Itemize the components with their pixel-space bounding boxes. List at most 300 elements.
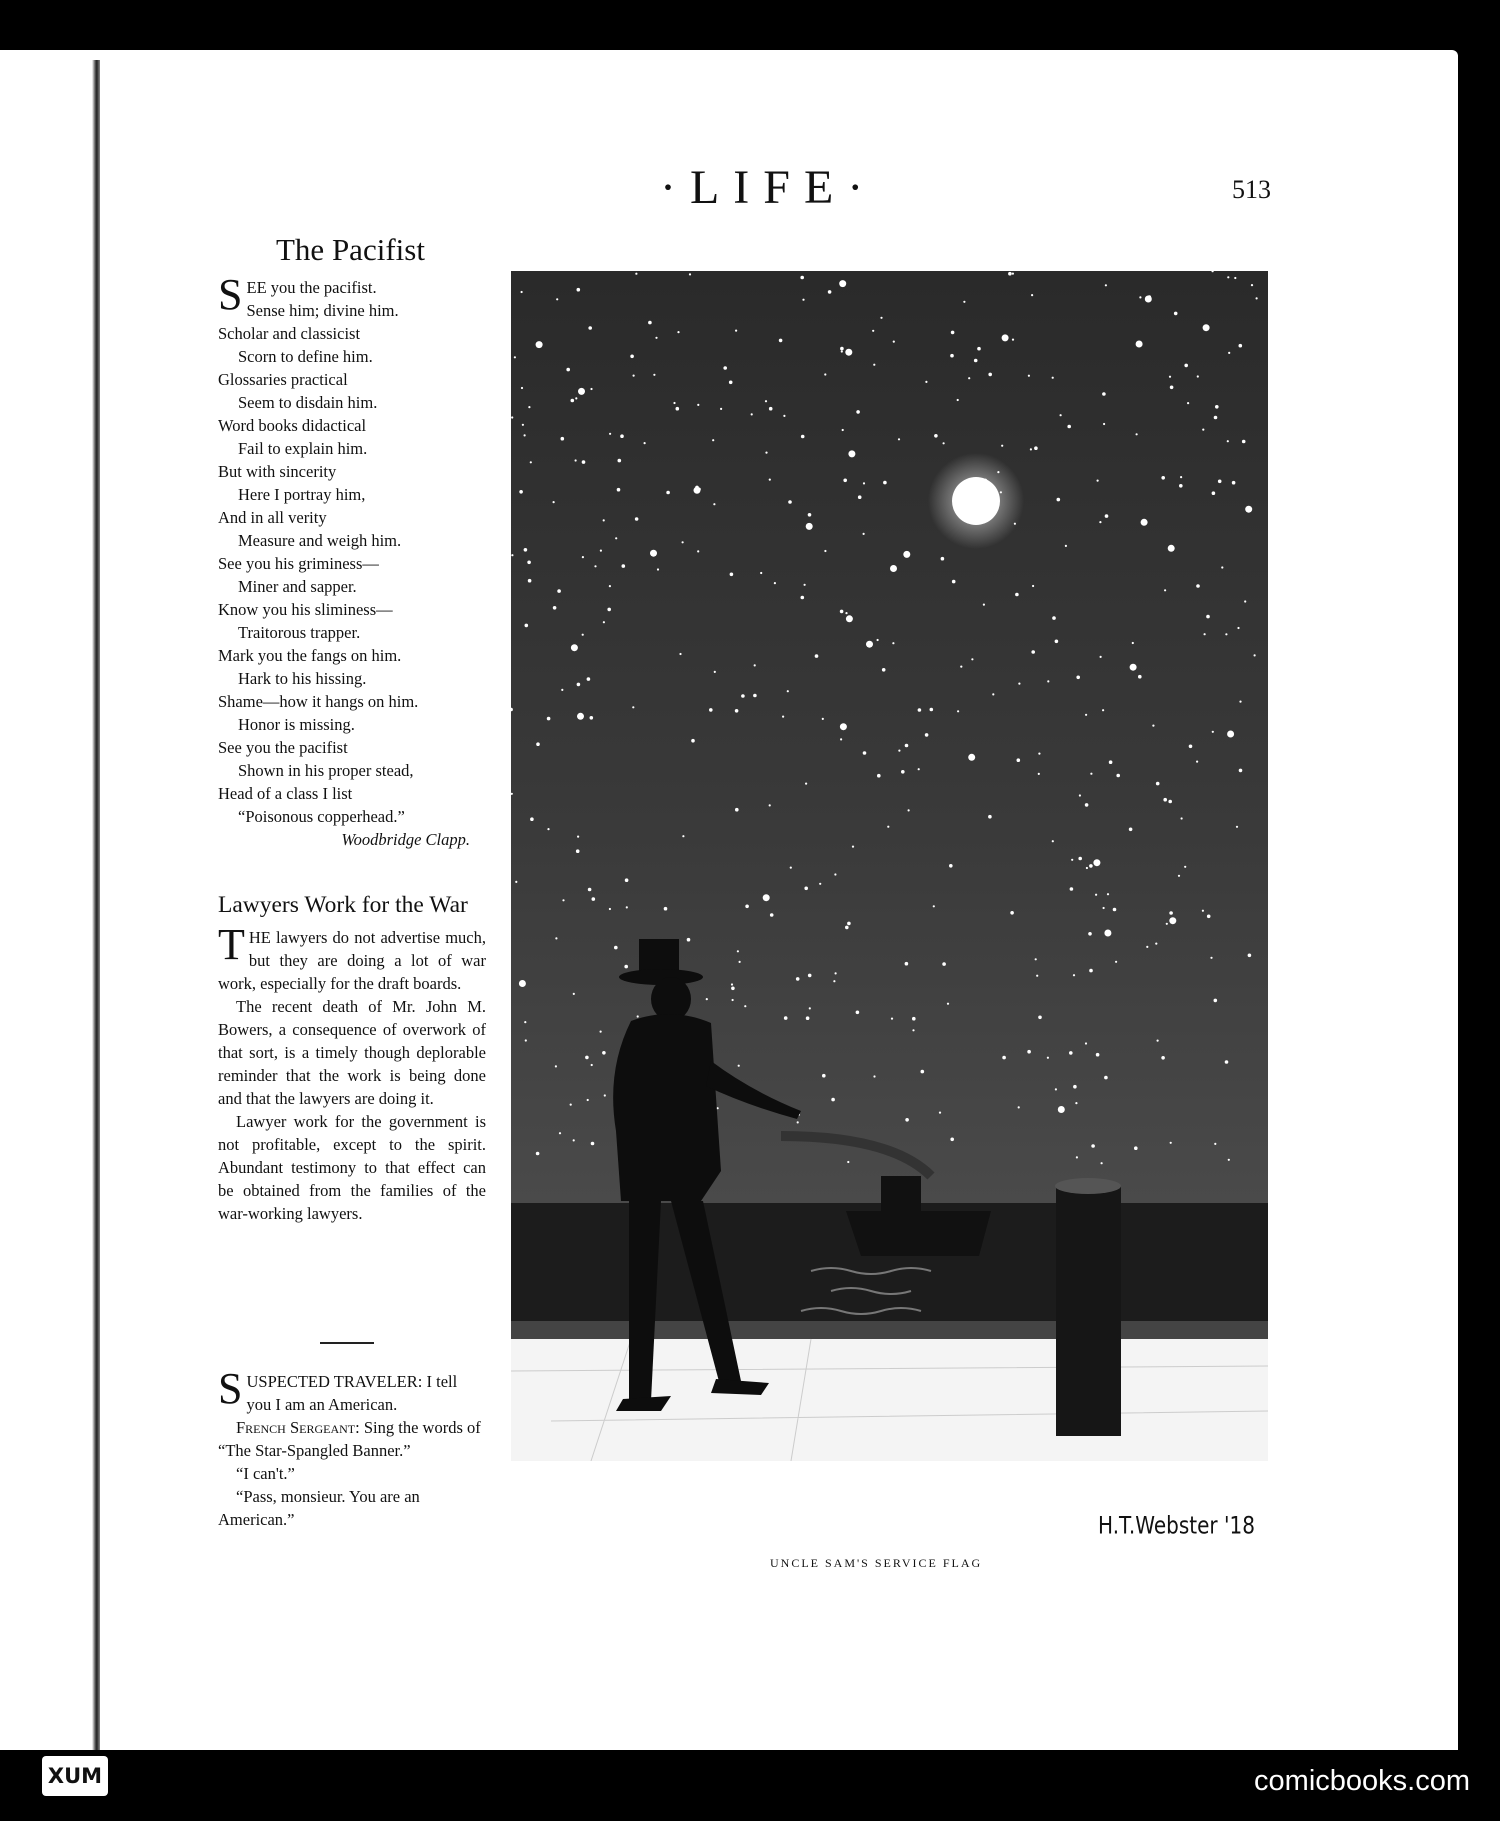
star: [1060, 414, 1062, 416]
star: [603, 519, 605, 521]
star: [1189, 745, 1193, 749]
star: [1239, 701, 1241, 703]
star: [774, 582, 776, 584]
star: [655, 337, 657, 339]
star: [1136, 341, 1143, 348]
star: [790, 867, 792, 869]
star: [833, 980, 835, 982]
star: [1073, 1085, 1077, 1089]
star: [840, 610, 844, 614]
star: [620, 434, 624, 438]
star: [706, 998, 708, 1000]
star: [1156, 782, 1160, 786]
star: [1012, 273, 1014, 275]
star: [845, 926, 849, 930]
moon: [952, 477, 1000, 525]
star: [525, 624, 529, 628]
star: [1076, 1156, 1078, 1158]
star: [1090, 773, 1092, 775]
poem-line: Shame—how it hangs on him.: [218, 692, 419, 711]
star: [1225, 1060, 1229, 1064]
star: [735, 709, 739, 713]
joke-line-2: French Sergeant: Sing the words of “The Star-Spangled Banner.”: [218, 1418, 481, 1460]
star: [609, 433, 611, 435]
article-paragraph-1: THE lawyers do not advertise much, but they are doing a lot of war work, especially for the draft boards.: [218, 920, 486, 993]
star: [934, 434, 938, 438]
star: [607, 608, 611, 612]
star: [1141, 519, 1148, 526]
poem-line: Shown in his proper stead,: [238, 761, 414, 780]
star: [1052, 840, 1054, 842]
star: [609, 585, 611, 587]
star: [666, 491, 670, 495]
star: [1095, 894, 1097, 896]
star: [1078, 857, 1082, 861]
poem-lines: [218, 299, 486, 828]
star: [802, 299, 804, 301]
star: [971, 658, 973, 660]
star: [515, 881, 517, 883]
star: [765, 400, 767, 402]
star: [880, 317, 882, 319]
star: [1116, 774, 1120, 778]
star: [769, 407, 773, 411]
star: [1115, 961, 1117, 963]
star: [1102, 392, 1106, 396]
star: [901, 770, 905, 774]
star: [555, 1065, 557, 1067]
poem-line: Honor is missing.: [238, 715, 355, 734]
star: [575, 397, 577, 399]
star: [845, 349, 852, 356]
star: [682, 541, 684, 543]
star: [615, 537, 617, 539]
star: [1018, 683, 1020, 685]
star: [1214, 999, 1218, 1003]
star: [577, 288, 581, 292]
star: [1085, 714, 1087, 716]
star: [1047, 680, 1049, 682]
star: [1196, 584, 1200, 588]
star: [635, 273, 637, 275]
star: [1047, 1057, 1049, 1059]
star: [624, 965, 628, 969]
star: [918, 708, 922, 712]
star: [1202, 910, 1204, 912]
star: [1107, 893, 1109, 895]
star: [905, 1118, 909, 1122]
star: [578, 388, 585, 395]
star: [822, 718, 824, 720]
star: [769, 479, 771, 481]
star: [594, 565, 596, 567]
star: [1067, 425, 1071, 429]
star: [677, 331, 679, 333]
star: [590, 388, 592, 390]
star: [1251, 284, 1253, 286]
mooring-post: [1056, 1186, 1121, 1436]
star: [1234, 277, 1236, 279]
star: [1215, 405, 1219, 409]
star: [1097, 480, 1099, 482]
star: [1073, 974, 1075, 976]
star: [573, 1139, 575, 1141]
star: [843, 479, 847, 483]
star: [650, 550, 657, 557]
star: [582, 634, 584, 636]
star: [614, 946, 618, 950]
star: [522, 424, 524, 426]
star: [637, 1015, 639, 1017]
star: [1254, 654, 1256, 656]
poem-line: See you his griminess—: [218, 554, 379, 573]
star: [751, 413, 753, 415]
article-title: Lawyers Work for the War: [218, 892, 468, 918]
star: [1034, 446, 1038, 450]
star: [657, 568, 659, 570]
star: [582, 556, 584, 558]
star: [960, 666, 962, 668]
star: [957, 710, 959, 712]
star: [848, 450, 855, 457]
star: [556, 298, 558, 300]
poem-line: Here I portray him,: [238, 485, 366, 504]
star: [737, 950, 739, 952]
star: [625, 878, 629, 882]
star: [1028, 375, 1030, 377]
star: [1065, 545, 1067, 547]
star: [963, 301, 965, 303]
artist-signature: H.T.Webster '18: [1098, 1510, 1255, 1540]
binding-gutter: [92, 60, 100, 1750]
star: [576, 849, 580, 853]
star: [723, 366, 727, 370]
star: [939, 1112, 941, 1114]
star: [1227, 440, 1229, 442]
star: [968, 754, 975, 761]
star: [1170, 386, 1174, 390]
poem-line: But with sincerity: [218, 462, 337, 481]
star: [1030, 448, 1032, 450]
star: [1085, 1042, 1087, 1044]
star: [521, 387, 523, 389]
star: [603, 621, 605, 623]
star: [577, 683, 581, 687]
star: [1169, 917, 1176, 924]
star: [585, 1056, 589, 1060]
star: [1103, 907, 1105, 909]
magazine-title: ·LIFE·: [660, 161, 878, 214]
poem-line: Glossaries practical: [218, 370, 348, 389]
star: [709, 708, 713, 712]
star: [1212, 731, 1214, 733]
star: [1178, 875, 1180, 877]
star: [592, 897, 596, 901]
scan-tag: XUM: [42, 1756, 108, 1796]
star: [898, 750, 900, 752]
star: [769, 804, 771, 806]
poem-line: Scholar and classicist: [218, 324, 361, 343]
star: [801, 435, 805, 439]
star: [604, 1094, 606, 1096]
star: [697, 404, 699, 406]
star: [912, 1029, 914, 1031]
star: [618, 459, 622, 463]
star: [805, 783, 807, 785]
star: [1096, 1053, 1100, 1057]
star: [679, 653, 681, 655]
star: [1228, 352, 1230, 354]
star: [1169, 376, 1171, 378]
joke-line-4: “Pass, monsieur. You are an American.”: [218, 1487, 420, 1529]
star: [735, 330, 737, 332]
article-paragraph-2: The recent death of Mr. John M. Bowers, a consequence of overwork of that sort, is a timely though deplorable reminder that the work is being done and that the lawyers are doing it.: [218, 997, 486, 1108]
star: [1210, 957, 1212, 959]
star: [1091, 1144, 1095, 1148]
star: [863, 751, 867, 755]
star: [577, 836, 579, 838]
star: [609, 908, 611, 910]
star: [819, 883, 821, 885]
star: [524, 434, 526, 436]
star: [957, 399, 959, 401]
star: [1152, 725, 1154, 727]
star: [1134, 1146, 1138, 1150]
star: [511, 416, 513, 418]
star: [1031, 650, 1035, 654]
star: [1218, 480, 1222, 484]
star: [1170, 1142, 1172, 1144]
star: [788, 500, 792, 504]
star: [949, 864, 953, 868]
star: [1036, 975, 1038, 977]
poem-line: Sense him; divine him.: [246, 301, 399, 320]
star: [1157, 1040, 1159, 1042]
star: [1197, 375, 1199, 377]
star: [840, 347, 844, 351]
star: [1104, 930, 1111, 937]
star: [1232, 481, 1236, 485]
star: [744, 1005, 746, 1007]
star: [1196, 761, 1198, 763]
star: [1055, 1088, 1057, 1090]
star: [524, 1021, 526, 1023]
star: [1180, 476, 1182, 478]
star: [828, 290, 832, 294]
star: [1035, 958, 1037, 960]
star: [697, 488, 701, 492]
star: [1093, 859, 1100, 866]
star: [801, 596, 805, 600]
star: [571, 399, 575, 403]
star: [1204, 633, 1206, 635]
star: [882, 668, 886, 672]
star: [587, 677, 591, 681]
star: [527, 561, 531, 565]
star: [1002, 334, 1009, 341]
poem-body: [218, 270, 486, 851]
star: [1168, 800, 1172, 804]
star: [950, 1138, 954, 1142]
star: [731, 983, 733, 985]
star: [1002, 1056, 1006, 1060]
star: [918, 768, 920, 770]
star: [930, 708, 934, 712]
star: [644, 442, 646, 444]
star: [1015, 593, 1019, 597]
star: [905, 744, 909, 748]
star: [575, 459, 577, 461]
star: [720, 408, 722, 410]
star: [890, 565, 897, 572]
star: [1239, 344, 1243, 348]
poem-author: Woodbridge Clapp.: [341, 830, 470, 849]
star: [745, 905, 749, 909]
star: [925, 733, 929, 737]
star: [536, 341, 543, 348]
star: [590, 716, 594, 720]
star: [588, 888, 592, 892]
star: [992, 693, 994, 695]
star: [561, 437, 565, 441]
poem-line: Measure and weigh him.: [238, 531, 402, 550]
star: [806, 523, 813, 530]
star: [893, 341, 895, 343]
star: [530, 817, 534, 821]
star: [521, 291, 523, 293]
star: [921, 1070, 925, 1074]
star: [1227, 731, 1234, 738]
star: [602, 1051, 606, 1055]
page-number: 513: [1232, 175, 1271, 204]
star: [570, 1104, 572, 1106]
star: [1109, 760, 1113, 764]
star: [653, 374, 655, 376]
star: [765, 452, 767, 454]
star: [1085, 803, 1089, 807]
star: [815, 654, 819, 658]
star: [842, 429, 844, 431]
star: [856, 410, 860, 414]
star: [566, 368, 570, 372]
star: [741, 694, 745, 698]
star: [863, 533, 865, 535]
star: [925, 381, 927, 383]
star: [1206, 615, 1210, 619]
star: [822, 1074, 826, 1078]
poem-dropcap: S: [218, 270, 243, 319]
star: [648, 321, 652, 325]
star: [525, 1039, 527, 1041]
star: [676, 407, 680, 411]
star: [571, 644, 578, 651]
star: [591, 1064, 593, 1066]
star: [582, 460, 586, 464]
star: [573, 993, 575, 995]
star: [1228, 1159, 1230, 1161]
star: [1161, 476, 1165, 480]
star: [950, 354, 954, 358]
star: [1214, 416, 1218, 420]
star: [1245, 506, 1252, 513]
star: [577, 713, 584, 720]
star: [877, 639, 879, 641]
star: [891, 1018, 893, 1020]
star: [687, 938, 691, 942]
star: [1145, 296, 1152, 303]
poem-line: Fail to explain him.: [238, 439, 368, 458]
star: [519, 980, 526, 987]
star: [824, 550, 826, 552]
star: [872, 330, 874, 332]
star: [1163, 798, 1167, 802]
star: [730, 573, 734, 577]
article-body: [218, 920, 486, 1225]
star: [753, 694, 757, 698]
star: [1104, 1076, 1108, 1080]
star: [760, 572, 762, 574]
star: [841, 350, 843, 352]
star: [1070, 887, 1074, 891]
star: [547, 717, 551, 721]
star: [555, 937, 557, 939]
star: [943, 442, 945, 444]
article-dropcap: T: [218, 920, 245, 969]
star: [947, 1003, 949, 1005]
star: [633, 375, 635, 377]
pier-railing: [511, 1321, 1268, 1339]
star: [511, 554, 513, 556]
poem-line: Know you his sliminess—: [218, 600, 393, 619]
star: [866, 641, 873, 648]
star: [779, 339, 783, 343]
star: [1038, 1016, 1042, 1020]
star: [873, 364, 875, 366]
star: [763, 894, 770, 901]
star: [536, 1152, 540, 1156]
star: [1161, 1056, 1165, 1060]
star: [887, 826, 889, 828]
star: [898, 438, 900, 440]
star: [784, 1016, 788, 1020]
star: [1164, 589, 1166, 591]
star: [1102, 709, 1104, 711]
star: [1187, 402, 1189, 404]
star: [839, 280, 846, 287]
poem-line: Traitorous trapper.: [238, 623, 361, 642]
star: [1203, 324, 1210, 331]
star: [1076, 676, 1080, 680]
star: [1032, 585, 1034, 587]
section-divider: [320, 1342, 374, 1344]
star: [729, 381, 733, 385]
star: [1236, 826, 1238, 828]
star: [988, 373, 992, 377]
joke-line-1: SUSPECTED TRAVELER: I tell you I am an American.: [218, 1364, 458, 1414]
poem-line: Mark you the fangs on him.: [218, 646, 402, 665]
star: [561, 689, 563, 691]
star: [1184, 364, 1188, 368]
star: [847, 1161, 849, 1163]
star: [1105, 514, 1109, 518]
star: [1103, 423, 1105, 425]
star: [557, 589, 561, 593]
star: [783, 415, 785, 417]
star: [856, 1011, 860, 1015]
star: [1017, 758, 1021, 762]
star: [804, 887, 808, 891]
star: [968, 377, 970, 379]
